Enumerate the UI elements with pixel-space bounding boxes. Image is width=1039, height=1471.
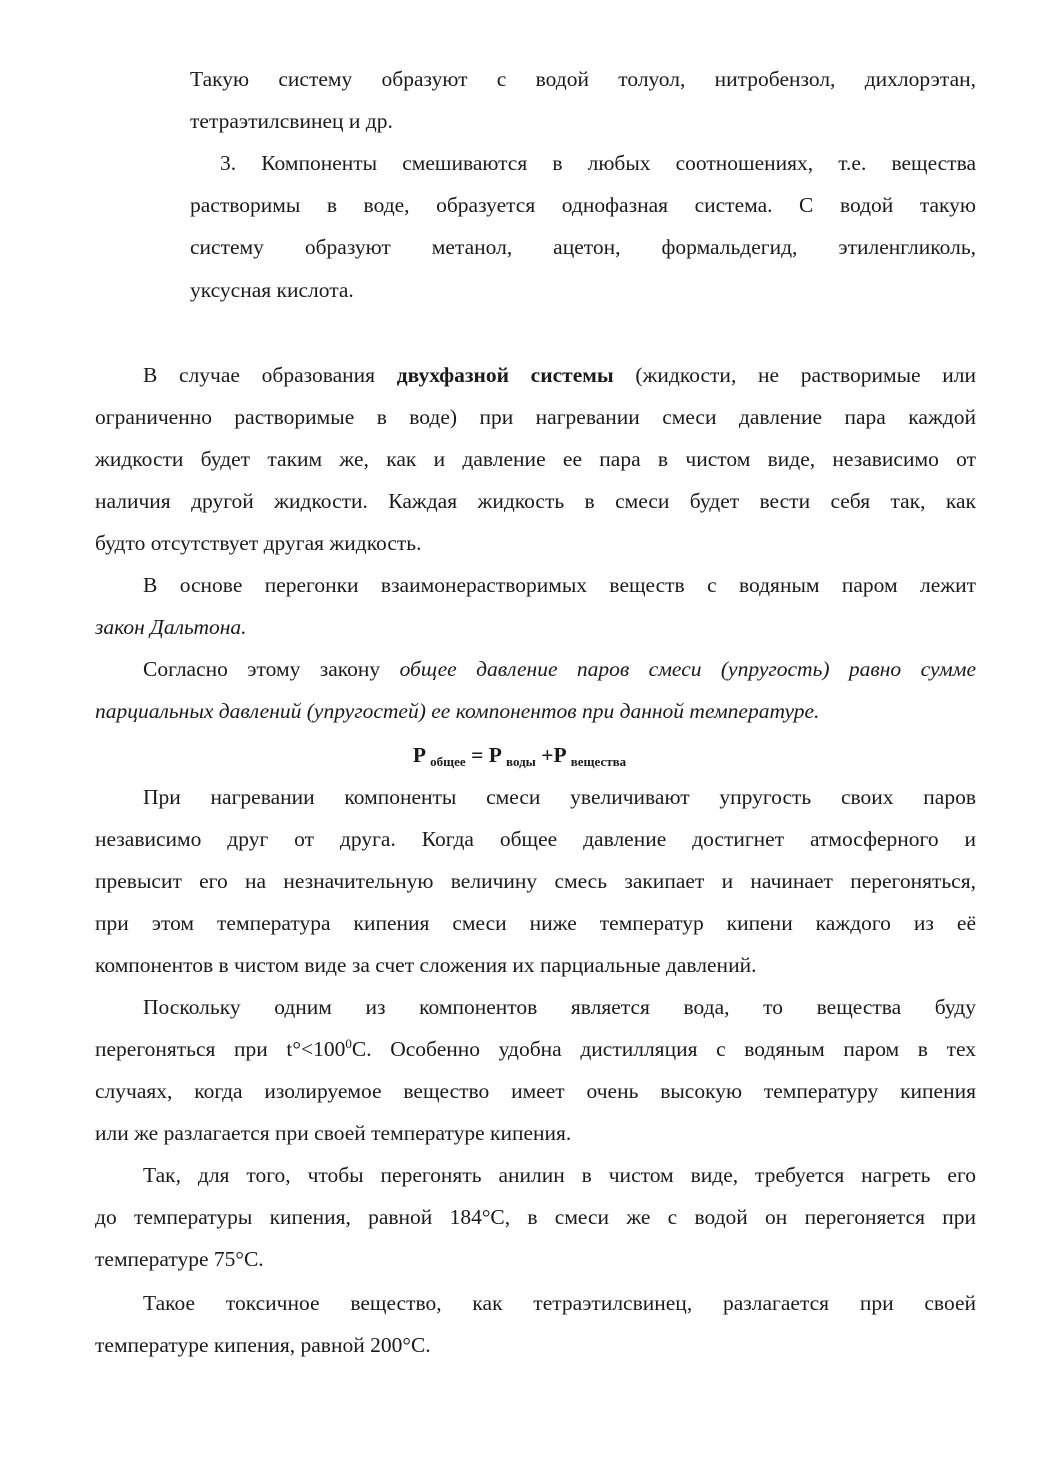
formula-subscript: воды bbox=[506, 754, 536, 769]
text-line: температуре 75°С. bbox=[95, 1247, 264, 1271]
text-span: С. Особенно удобна дистилляция с водяным паром в тех bbox=[351, 1037, 976, 1061]
text-line: или же разлагается при своей температуре кипения. bbox=[95, 1121, 572, 1145]
text-line: компонентов в чистом виде за счет сложения их парциальные давлений. bbox=[95, 953, 757, 977]
paragraph-first-line: Поскольку одним из компонентов является вода, то вещества буду bbox=[143, 995, 976, 1019]
paragraph-first-line: Так, для того, чтобы перегонять анилин в чистом виде, требуется нагреть его bbox=[143, 1163, 976, 1187]
formula-symbol: P bbox=[412, 743, 431, 767]
text-span: (жидкости, не растворимые или bbox=[613, 363, 977, 387]
text-line: уксусная кислота. bbox=[190, 278, 354, 302]
paragraph-first-line: Такое токсичное вещество, как тетраэтилсвинец, разлагается при своей bbox=[143, 1291, 976, 1315]
list-item-3-line: 3. Компоненты смешиваются в любых соотношениях, т.е. вещества bbox=[220, 151, 976, 175]
text-span: перегоняться при t°<100 bbox=[95, 1037, 346, 1061]
paragraph-first-line: В основе перегонки взаимонерастворимых веществ с водяным паром лежит bbox=[143, 573, 976, 597]
text-span: В случае образования bbox=[143, 363, 397, 387]
text-line: температуре кипения, равной 200°С. bbox=[95, 1333, 431, 1357]
text-line: будто отсутствует другая жидкость. bbox=[95, 531, 422, 555]
text-line: наличия другой жидкости. Каждая жидкость в смеси будет вести себя так, как bbox=[95, 489, 976, 513]
paragraph-first-line bbox=[143, 360, 976, 390]
paragraph-first-line bbox=[143, 654, 976, 684]
text-line: при этом температура кипения смеси ниже температур кипени каждого из её bbox=[95, 911, 976, 935]
text-line: до температуры кипения, равной 184°С, в смеси же с водой он перегоняется при bbox=[95, 1205, 976, 1229]
superscript: 0 bbox=[345, 1036, 352, 1051]
bold-term: двухфазной системы bbox=[396, 363, 614, 387]
text-line: Такую систему образуют с водой толуол, нитробензол, дихлорэтан, bbox=[190, 67, 976, 91]
paragraph-first-line: При нагревании компоненты смеси увеличивают упругость своих паров bbox=[143, 785, 976, 809]
text-line bbox=[95, 1034, 976, 1064]
formula bbox=[0, 740, 1039, 770]
text-span: Согласно этому закону bbox=[143, 657, 400, 681]
italic-text-line: парциальных давлений (упругостей) ее компонентов при данной температуре. bbox=[95, 699, 820, 723]
text-line: жидкости будет таким же, как и давление ее пара в чистом виде, независимо от bbox=[95, 447, 976, 471]
text-line: систему образуют метанол, ацетон, формальдегид, этиленгликоль, bbox=[190, 235, 976, 259]
formula-subscript: вещества bbox=[570, 754, 627, 769]
text-line: тетраэтилсвинец и др. bbox=[190, 109, 393, 133]
formula-symbol: +P bbox=[535, 743, 571, 767]
italic-text-line: закон Дальтона. bbox=[95, 615, 247, 639]
italic-span: общее давление паров смеси (упругость) равно сумме bbox=[399, 657, 976, 681]
formula-subscript: общее bbox=[430, 754, 466, 769]
text-line: растворимы в воде, образуется однофазная система. С водой такую bbox=[190, 193, 976, 217]
formula-symbol: = P bbox=[465, 743, 507, 767]
text-line: случаях, когда изолируемое вещество имеет очень высокую температуру кипения bbox=[95, 1079, 976, 1103]
text-line: независимо друг от друга. Когда общее давление достигнет атмосферного и bbox=[95, 827, 976, 851]
text-line: превысит его на незначительную величину смесь закипает и начинает перегоняться, bbox=[95, 869, 976, 893]
text-line: ограниченно растворимые в воде) при нагревании смеси давление пара каждой bbox=[95, 405, 976, 429]
